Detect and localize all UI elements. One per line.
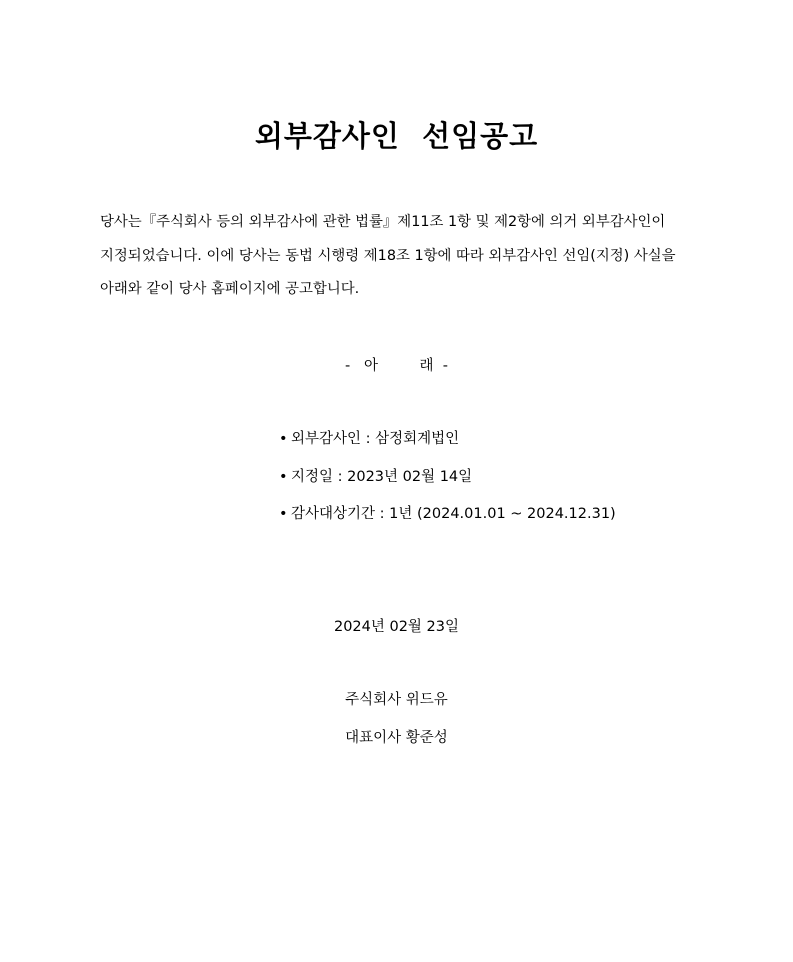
document-title: 외부감사인 선임공고 <box>254 119 539 153</box>
bullet-icon: • <box>279 506 288 522</box>
list-item <box>279 425 616 463</box>
section-heading: - 아 래 - <box>344 358 448 374</box>
company-name: 주식회사 위드유 <box>345 692 448 708</box>
auditor-item: 외부감사인 : 삼정회계법인 <box>291 431 460 447</box>
representative-name: 대표이사 황준성 <box>345 730 448 746</box>
bullet-icon: • <box>279 468 288 485</box>
notice-date: 2024년 02월 23일 <box>333 619 460 635</box>
paragraph-line: 지정되었습니다. 이에 당사는 동법 시행령 제18조 1항에 따라 외부감사인 선임(지정) 사실을 <box>100 247 676 264</box>
detail-list <box>279 425 616 538</box>
list-item <box>279 463 616 501</box>
bullet-icon: • <box>279 431 288 447</box>
notice-paragraph <box>100 206 700 307</box>
designation-date-item: 지정일 : 2023년 02월 14일 <box>291 468 473 485</box>
paragraph-line: 아래와 같이 당사 홈페이지에 공고합니다. <box>100 281 360 297</box>
audit-period-item: 감사대상기간 : 1년 (2024.01.01 ~ 2024.12.31) <box>291 506 616 522</box>
paragraph-line: 당사는『주식회사 등의 외부감사에 관한 법률』제11조 1항 및 제2항에 의거 외부감사인이 <box>100 214 666 230</box>
list-item <box>279 500 616 538</box>
